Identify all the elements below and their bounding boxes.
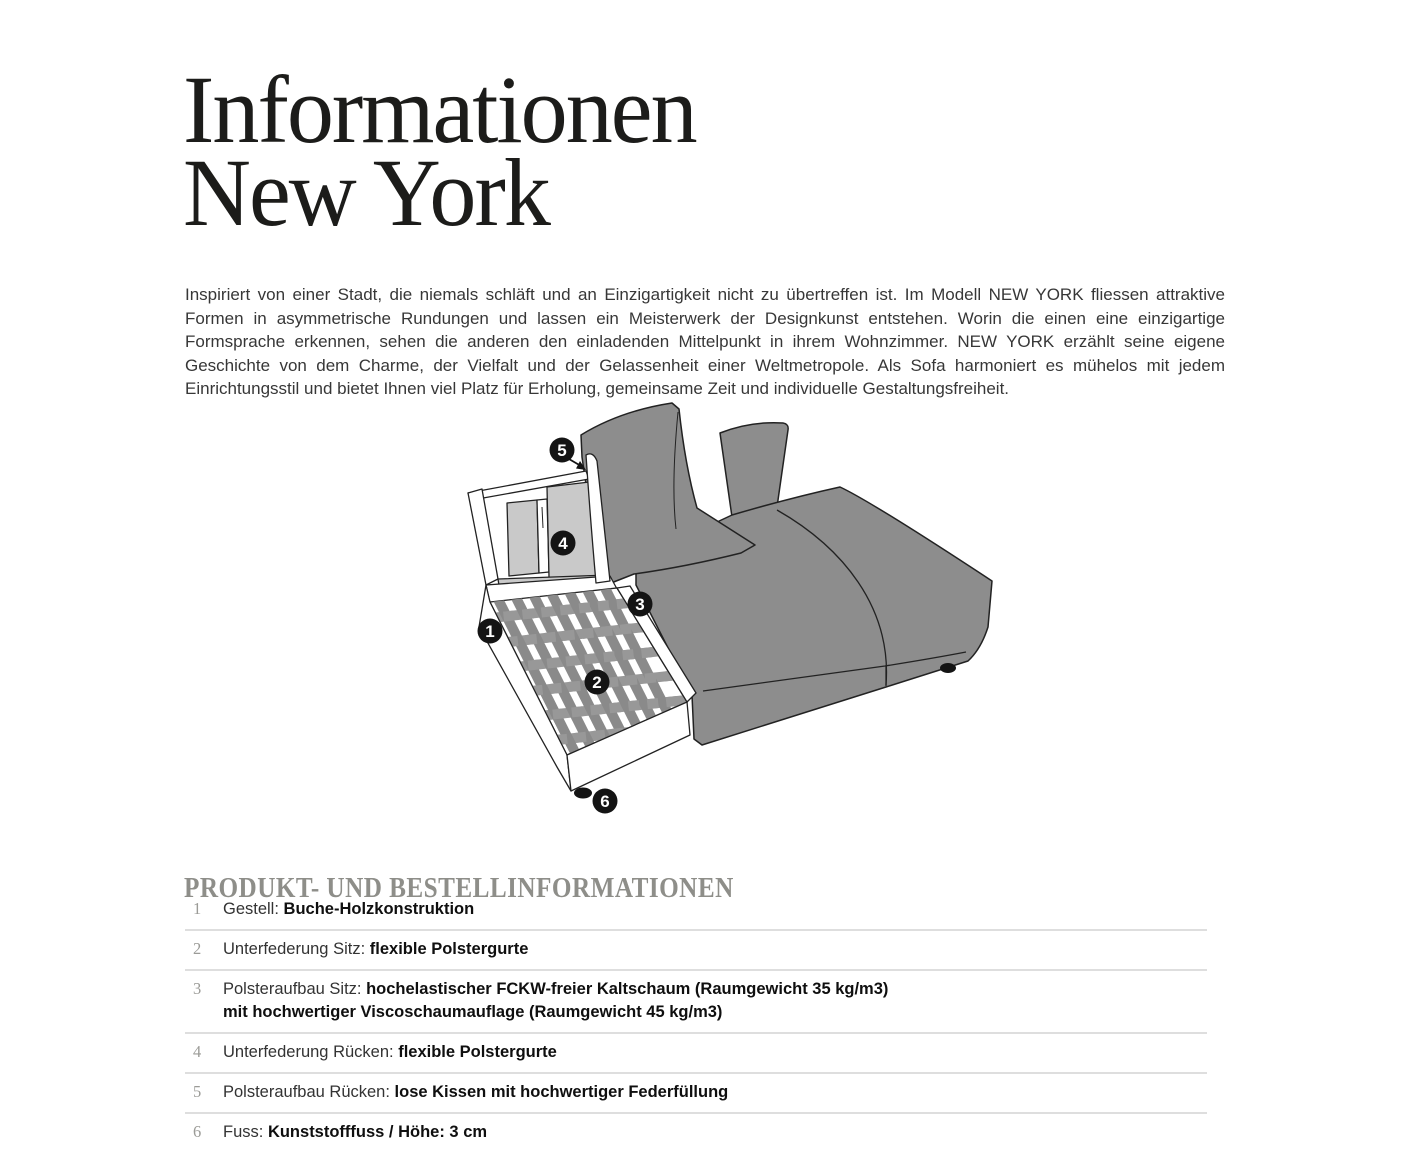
page-title	[183, 56, 706, 247]
item-text	[223, 898, 474, 921]
item-number: 5	[193, 1082, 202, 1101]
callout-2	[585, 670, 610, 695]
item-value: hochelastischer FCKW-freier Kaltschaum (Raumgewicht 35 kg/m3)	[366, 980, 889, 998]
product-info-list	[185, 891, 1207, 1150]
list-item-3	[185, 971, 1207, 1034]
callout-2-label: 2	[592, 673, 602, 692]
item-text	[223, 1081, 728, 1104]
list-item-4	[185, 1034, 1207, 1074]
item-value-line1	[223, 978, 888, 1001]
item-number: 3	[193, 979, 202, 998]
item-text	[223, 978, 888, 1024]
item-value: lose Kissen mit hochwertiger Federfüllung	[394, 1083, 729, 1101]
callout-5-label: 5	[557, 441, 567, 460]
item-value: flexible Polstergurte	[369, 940, 529, 958]
list-item-1	[185, 891, 1207, 931]
item-number: 2	[193, 939, 202, 958]
item-value: Kunststofffuss / Höhe: 3 cm	[267, 1123, 488, 1141]
item-label: Unterfederung Sitz:	[223, 940, 366, 958]
list-item-5	[185, 1074, 1207, 1114]
callout-3	[628, 592, 653, 617]
item-text	[223, 938, 528, 961]
item-text	[223, 1041, 557, 1064]
page-title-line1: Informationen	[183, 56, 696, 164]
item-text	[223, 1121, 487, 1144]
item-label: Gestell:	[223, 900, 279, 918]
callout-1	[478, 619, 503, 644]
section-header: PRODUKT- UND BESTELLINFORMATIONEN	[184, 873, 734, 905]
page-title-line2: New York	[183, 139, 549, 247]
item-number: 4	[193, 1042, 202, 1061]
list-item-6	[185, 1114, 1207, 1150]
callout-4-label: 4	[558, 534, 568, 553]
callout-6-label: 6	[600, 792, 610, 811]
callout-6	[593, 789, 618, 814]
callout-5	[550, 438, 575, 463]
item-label: Fuss:	[223, 1123, 264, 1141]
item-label: Polsteraufbau Rücken:	[223, 1083, 390, 1101]
item-label: Unterfederung Rücken:	[223, 1043, 394, 1061]
item-value: Buche-Holzkonstruktion	[283, 900, 475, 918]
item-value-line2: mit hochwertiger Viscoschaumauflage (Raumgewicht 45 kg/m3)	[223, 1003, 723, 1021]
list-item-2	[185, 931, 1207, 971]
item-label: Polsteraufbau Sitz:	[223, 980, 362, 998]
item-value: flexible Polstergurte	[398, 1043, 557, 1061]
sofa-foot-left	[574, 788, 592, 799]
callout-1-label: 1	[485, 622, 495, 641]
sofa-cutaway-diagram	[440, 395, 1040, 825]
item-number: 6	[193, 1122, 202, 1141]
callout-3-label: 3	[635, 595, 645, 614]
item-number: 1	[193, 899, 202, 918]
sofa-foot-right	[940, 663, 956, 673]
callout-4	[551, 531, 576, 556]
product-description: Inspiriert von einer Stadt, die niemals schläft und an Einzigartigkeit nicht zu übertreffen ist. Im Modell NEW YORK fliessen attraktive Formen in asymmetrische Rundungen und lassen ein Meisterwerk der Designkunst entstehen. Worin die einen eine einzigartige Formsprache erkennen, sehen die anderen den einladenden Mittelpunkt in ihrem Wohnzimmer. NEW YORK erzählt seine eigene Geschichte von dem Charme, der Vielfalt und der Gelassenheit einer Weltmetropole. Als Sofa harmoniert es mühelos mit jedem Einrichtungsstil und bietet Ihnen viel Platz für Erholung, gemeinsame Zeit und individuelle Gestaltungsfreiheit.	[185, 285, 1225, 399]
